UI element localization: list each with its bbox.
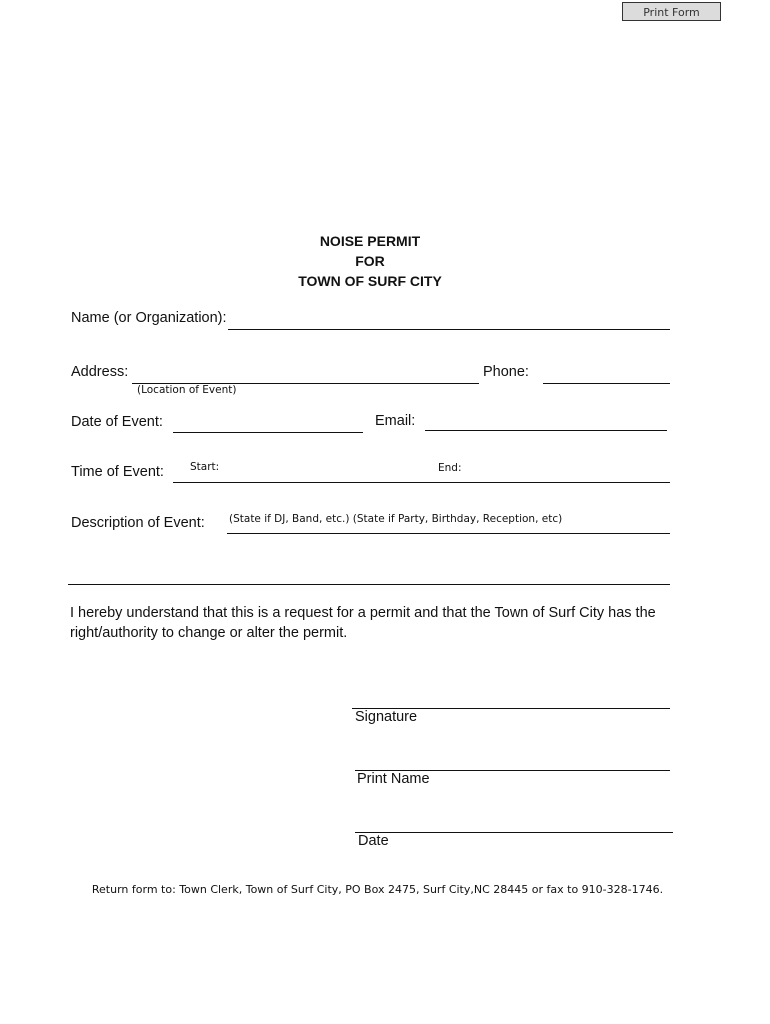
end-time-input[interactable]: [462, 464, 670, 482]
email-underline: [425, 430, 667, 431]
name-input[interactable]: [228, 310, 670, 328]
signature-label: Signature: [355, 709, 418, 725]
form-title-line2: FOR: [355, 253, 385, 269]
description-label: Description of Event:: [71, 515, 205, 531]
email-input[interactable]: [425, 412, 667, 430]
time-of-event-label: Time of Event:: [71, 464, 164, 480]
description-continuation-input[interactable]: [68, 565, 670, 583]
description-hint: (State if DJ, Band, etc.) (State if Party, Birthday, Reception, etc): [229, 513, 563, 525]
form-title-line3: TOWN OF SURF CITY: [298, 273, 442, 289]
name-label: Name (or Organization):: [71, 310, 227, 326]
date-of-event-label: Date of Event:: [71, 414, 163, 430]
print-name-label: Print Name: [357, 771, 430, 787]
signature-date-line: [355, 832, 673, 833]
address-label: Address:: [71, 364, 129, 380]
signature-date-label: Date: [358, 833, 389, 849]
address-input[interactable]: [132, 364, 479, 382]
description-input[interactable]: [227, 515, 670, 533]
phone-underline: [543, 383, 670, 384]
start-time-input[interactable]: [222, 464, 432, 482]
return-instructions: Return form to: Town Clerk, Town of Surf City, PO Box 2475, Surf City,NC 28445 or fax to 910-328-1746.: [91, 883, 664, 896]
print-form-button[interactable]: Print Form: [622, 2, 721, 21]
email-label: Email:: [375, 413, 416, 429]
name-underline: [228, 329, 670, 330]
description-underline: [227, 533, 670, 534]
start-label: Start:: [190, 461, 220, 473]
date-of-event-input[interactable]: [173, 413, 363, 431]
acknowledgement-statement: I hereby understand that this is a request for a permit and that the Town of Surf City has the right/authority to change or alter the permit.: [70, 605, 656, 641]
form-title-line1: NOISE PERMIT: [319, 233, 421, 249]
print-name-input[interactable]: [355, 751, 670, 769]
description-continuation-underline: [68, 584, 670, 585]
date-of-event-underline: [173, 432, 363, 433]
address-hint: (Location of Event): [137, 384, 237, 396]
end-label: End:: [438, 462, 462, 474]
phone-input[interactable]: [543, 364, 670, 382]
time-underline: [173, 482, 670, 483]
phone-label: Phone:: [483, 364, 529, 380]
signature-date-input[interactable]: [355, 813, 673, 831]
